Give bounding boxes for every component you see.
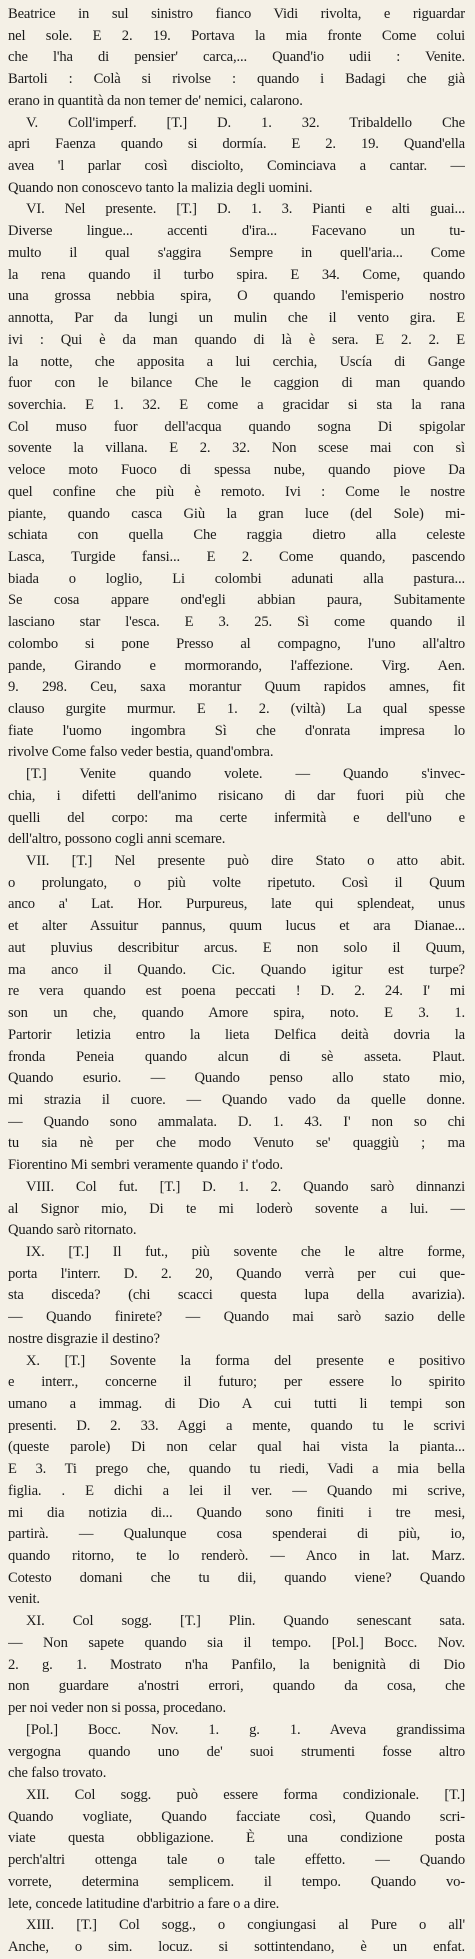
text-line: fuor con le bilance Che le caggion di man quando [8,375,465,392]
text-line: annotta, Par da lungi un mulin che il vento gira. E [8,310,465,327]
text-line: XII. Col sogg. può essere forma condizionale. [T.] [26,1786,465,1803]
text-line: X. [T.] Sovente la forma del presente e positivo [26,1352,465,1369]
text-line: 9. 298. Ceu, saxa morantur Quum rapidos amnes, fit [8,679,465,696]
text-line: sta disceda? (chi scacci questa lupa della avarizia). [8,1287,465,1304]
text-line: partirà. — Qualunque cosa spenderai di più, io, [8,1526,465,1543]
text-line: porta l'interr. D. 2. 20, Quando verrà per cui que- [8,1265,465,1282]
text-line: non guardare a'nostri errori, quando da cosa, che [8,1678,465,1695]
text-line: Fiorentino Mi sembri veramente quando i' t'odo. [8,1157,284,1174]
text-line: — Quando sono ammalata. D. 1. 43. I' non so chi [8,1113,465,1130]
text-line: figlia. . E dichi a lei il ver. — Quando mi scrive, [8,1482,465,1499]
text-line: nel sole. E 2. 19. Portava la mia fronte Come colui [8,27,465,44]
text-line: Col muso fuor dell'acqua quando sogna Di spigolar [8,418,465,435]
text-line: chia, i difetti dell'animo risicano di dar fuori più che [8,787,465,804]
text-line: — Quando finirete? — Quando mai sarò sazio delle [8,1309,465,1326]
text-line: per noi veder non si possa, procedano. [8,1700,227,1717]
text-line: clauso gurgite murmur. E 1. 2. (viltà) La qual spesse [8,701,465,717]
text-line: rivolve Come falso veder bestia, quand'ombra. [8,744,274,761]
text-line: dell'altro, possono cogli anni scemare. [8,831,226,848]
text-line: tu sia nè per che modo Venuto se' quaggiù ; ma [8,1135,465,1152]
text-line: Cotesto domani che tu dii, quando viene? Quando [8,1569,465,1586]
text-line: IX. [T.] Il fut., più sovente che le altre forme, [26,1243,465,1260]
text-line: multo il qual s'aggira Sempre in quell'aria... Come [8,244,465,261]
text-line: (queste parole) Di non celar qual hai vista la pianta... [8,1439,465,1456]
text-line: Beatrice in sul sinistro fianco Vidi rivolta, e riguardar [8,6,465,22]
text-line: quelli del corpo: ma certe infermità e dell'uno e [8,809,465,826]
text-line: venit. [8,1591,40,1608]
text-line: VI. Nel presente. [T.] D. 1. 3. Pianti e alti guai... [26,201,465,218]
text-line: Quando non conoscevo tanto la malizia degli uomini. [8,179,313,196]
text-line: che falso trovato. [8,1765,107,1782]
text-line: nostre disgrazie il destino? [8,1330,160,1347]
text-line: vergogna quando uno de' suoi strumenti fosse altro [8,1743,465,1760]
text-line: et alter Assuitur pannus, quum lucus et ara Dianae... [8,918,465,935]
text-line: al Signor mio, Di te mi loderò sovente a lui. — [8,1200,465,1217]
text-line: Partorir letizia entro la lieta Delfica deità dovria la [8,1026,465,1043]
text-line: ivi : Qui è da man quando di là è sera. E 2. 2. E [8,331,465,348]
text-line: e interr., concerne il futuro; per essere lo spirito [8,1374,465,1391]
text-line: vorrete, determina semplicem. il tempo. Quando vo- [8,1873,465,1890]
text-line: colombo si pone Presso al compagno, l'uno all'altro [8,635,465,652]
text-line: VII. [T.] Nel presente può dire Stato o atto abit. [26,853,465,870]
text-line: perch'altri ottenga tale o tale effetto. — Quando [8,1852,465,1869]
text-line: son un che, quando Amore spira, noto. E 3. 1. [8,1005,465,1022]
text-line: V. Coll'imperf. [T.] D. 1. 32. Tribaldello Che [26,114,465,131]
text-line: XI. Col sogg. [T.] Plin. Quando senescant sata. [26,1613,465,1630]
text-line: 2. g. 1. Mostrato n'ha Panfilo, la benignità di Dio [8,1656,465,1673]
text-line: quel confine che più è remoto. Ivi : Come le nostre [8,483,465,500]
text-line: umano a immag. di Dio A cui tutti li tempi son [8,1396,465,1412]
text-line: Diverse lingue... accenti d'ira... Facevano un tu- [8,223,465,240]
text-line: la rena quando il turbo spira. E 34. Come, quando [8,266,465,283]
text-line: viate questa obbligazione. È una condizione posta [8,1830,465,1847]
text-line: apri Faenza quando si dormía. E 2. 19. Quand'ella [8,136,465,153]
text-line: [Pol.] Bocc. Nov. 1. g. 1. Aveva grandissima [26,1721,465,1738]
text-line: sovente la villana. E 2. 32. Non scese mai con sì [8,440,465,457]
text-line: che l'ha di pensier' carca,... Quand'io udii : Venite. [8,49,465,66]
text-line: Bartoli : Colà si rivolse : quando i Badagi che già [8,71,465,88]
text-line: VIII. Col fut. [T.] D. 1. 2. Quando sarò dinnanzi [26,1178,465,1195]
text-line: Lasca, Turgide fansi... E 2. Come quando, pascendo [8,548,465,565]
text-line: fronda Peneia quando alcun di sè asseta. Plaut. [8,1048,465,1065]
text-line: — Non sapete quando sia il tempo. [Pol.] Bocc. Nov. [8,1634,465,1651]
text-line: Quando esurio. — Quando penso allo stato mio, [8,1070,465,1087]
text-line: XIII. [T.] Col sogg., o congiungasi al Pure o all' [26,1917,465,1934]
text-line: veloce moto Fuoco di spessa nube, quando piove Da [8,462,465,479]
text-line: [T.] Venite quando volete. — Quando s'invec- [26,766,465,783]
text-line: E 3. Ti prego che, quando tu riedi, Vadi a mia bella [8,1461,465,1478]
text-line: mi strazia il cuore. — Quando vado da quelle donne. [8,1091,465,1108]
text-line: presenti. D. 2. 33. Aggi a mente, quando tu le scrivi [8,1417,465,1434]
text-line: o prolungato, o più volte ripetuto. Così il Quum [8,874,465,891]
text-line: aut pluvius describitur arcus. E non solo il Quum, [8,939,465,956]
text-line: Se cosa appare ond'egli abbian paura, Subitamente [8,592,465,609]
text-line: pande, Girando e mormorando, l'affezione. Virg. Aen. [8,657,465,674]
text-line: schiata con quella Che raggia dietro alla celeste [8,527,465,544]
text-line: anco a' Lat. Hor. Purpureus, late qui splendeat, unus [8,896,465,913]
text-line: una grossa nebbia spira, O quando l'emisperio nostro [8,288,465,305]
text-line: ma anco il Quando. Cic. Quando igitur est turpe? [8,961,465,978]
text-line: Quando sarò ritornato. [8,1222,137,1239]
text-line: lete, concede latitudine d'arbitrio a fare o a dire. [8,1895,280,1912]
text-line: la notte, che apposita a lui cerchia, Uscía di Gange [8,353,465,370]
text-line: fiate l'uomo ingombra Sì che d'onrata impresa lo [8,722,465,739]
text-line: biada o loglio, Li colombi adunati alla pastura... [8,570,465,587]
text-line: lasciano star l'esca. E 3. 25. Sì come quando il [8,614,465,631]
text-line: Quando vogliate, Quando facciate così, Quando scri- [8,1808,465,1825]
text-line: re vera quando est poena peccati ! D. 2. 24. I' mi [8,983,465,1000]
text-line: Anche, o sim. locuz. si sottintendano, è un enfat. [8,1938,465,1955]
text-line: erano in quantità da non temer de' nemici, calarono. [8,92,303,109]
text-line: quando ritorno, te lo renderò. — Anco in lat. Marz. [8,1548,465,1565]
text-line: soverchia. E 1. 32. E come a gracidar si sta la rana [8,396,465,413]
text-line: piante, quando casca Giù la gran luce (del Sole) mi- [8,505,465,522]
text-line: avea 'l parlar così disciolto, Cominciava a cantar. — [8,158,465,175]
text-line: mi dia notizia di... Quando sono finiti i tre mesi, [8,1504,465,1521]
